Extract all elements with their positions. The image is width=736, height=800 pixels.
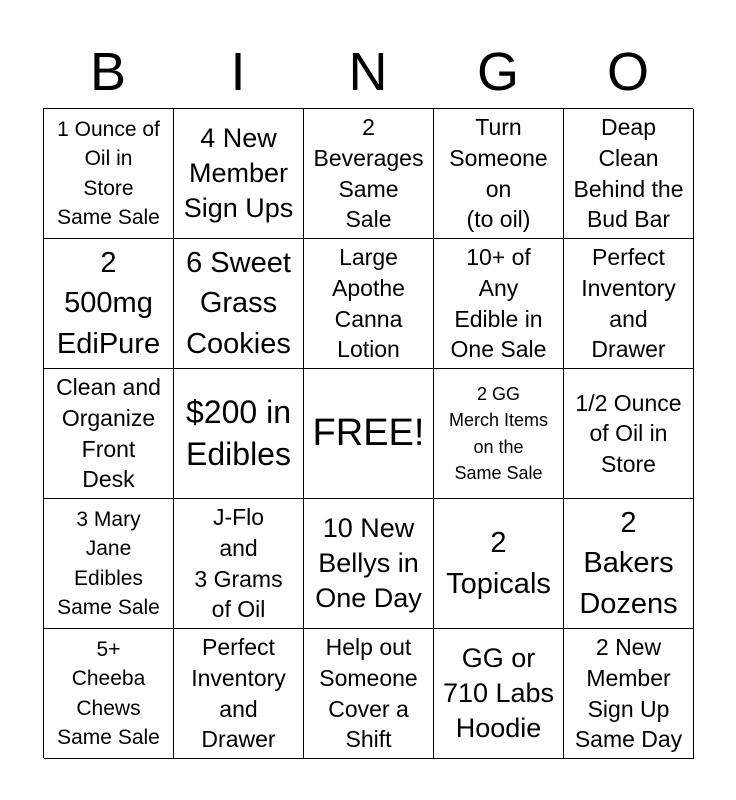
- square-text: 1 Ounce of Oil in Store Same Sale: [57, 117, 160, 229]
- bingo-square-r2-c4[interactable]: [434, 239, 564, 369]
- header-letter-o: O: [606, 42, 649, 102]
- free-space-text: FREE!: [312, 412, 425, 455]
- bingo-square-r1-c2[interactable]: [174, 109, 304, 239]
- square-text: Clean and Organize Front Desk: [56, 374, 161, 493]
- square-text: 5+ Cheeba Chews Same Sale: [57, 637, 160, 749]
- bingo-square-r5-c5[interactable]: [564, 629, 694, 759]
- header-letter-g: G: [476, 42, 519, 102]
- square-text: 2 500mg EdiPure: [56, 247, 161, 360]
- bingo-square-r4-c2[interactable]: [174, 499, 304, 629]
- bingo-square-r2-c3[interactable]: [304, 239, 434, 369]
- bingo-square-r3-c1[interactable]: [44, 369, 174, 499]
- bingo-header: [43, 40, 693, 104]
- bingo-square-r5-c4[interactable]: [434, 629, 564, 759]
- square-text: 10 New Bellys in One Day: [315, 512, 422, 614]
- square-text: 2 Topicals: [446, 527, 551, 600]
- free-space[interactable]: [304, 369, 434, 499]
- bingo-square-r4-c1[interactable]: [44, 499, 174, 629]
- bingo-square-r2-c5[interactable]: [564, 239, 694, 369]
- square-text: 2 Beverages Same Sale: [313, 114, 424, 233]
- header-letter-b: B: [89, 42, 127, 102]
- square-text: Deap Clean Behind the Bud Bar: [573, 114, 684, 233]
- square-text: Perfect Inventory and Drawer: [191, 634, 286, 753]
- square-text: J-Flo and 3 Grams of Oil: [194, 504, 283, 623]
- square-text: 2 GG Merch Items on the Same Sale: [448, 384, 549, 483]
- bingo-square-r4-c3[interactable]: [304, 499, 434, 629]
- bingo-square-r4-c5[interactable]: [564, 499, 694, 629]
- square-text: GG or 710 Labs Hoodie: [442, 642, 555, 744]
- bingo-square-r2-c2[interactable]: [174, 239, 304, 369]
- bingo-square-r1-c3[interactable]: [304, 109, 434, 239]
- square-text: 2 New Member Sign Up Same Day: [574, 634, 683, 753]
- square-text: Perfect Inventory and Drawer: [581, 244, 676, 363]
- square-text: Large Apothe Canna Lotion: [332, 244, 405, 363]
- bingo-square-r1-c5[interactable]: [564, 109, 694, 239]
- square-text: 4 New Member Sign Ups: [183, 122, 294, 224]
- square-text: 10+ of Any Edible in One Sale: [450, 244, 547, 363]
- square-text: $200 in Edibles: [186, 393, 291, 472]
- square-text: Turn Someone on (to oil): [449, 114, 548, 233]
- bingo-card-grid: [43, 108, 693, 758]
- bingo-square-r4-c4[interactable]: [434, 499, 564, 629]
- bingo-square-r5-c1[interactable]: [44, 629, 174, 759]
- header-letter-i: I: [230, 42, 246, 102]
- square-text: 2 Bakers Dozens: [579, 507, 678, 620]
- bingo-square-r1-c4[interactable]: [434, 109, 564, 239]
- bingo-square-r2-c1[interactable]: [44, 239, 174, 369]
- header-letter-n: N: [348, 42, 388, 102]
- bingo-square-r3-c2[interactable]: [174, 369, 304, 499]
- bingo-square-r3-c4[interactable]: [434, 369, 564, 499]
- bingo-square-r5-c2[interactable]: [174, 629, 304, 759]
- square-text: 6 Sweet Grass Cookies: [186, 247, 291, 360]
- square-text: 3 Mary Jane Edibles Same Sale: [57, 507, 160, 619]
- bingo-square-r5-c3[interactable]: [304, 629, 434, 759]
- square-text: 1/2 Ounce of Oil in Store: [575, 389, 682, 477]
- square-text: Help out Someone Cover a Shift: [319, 634, 418, 753]
- bingo-square-r3-c5[interactable]: [564, 369, 694, 499]
- bingo-square-r1-c1[interactable]: [44, 109, 174, 239]
